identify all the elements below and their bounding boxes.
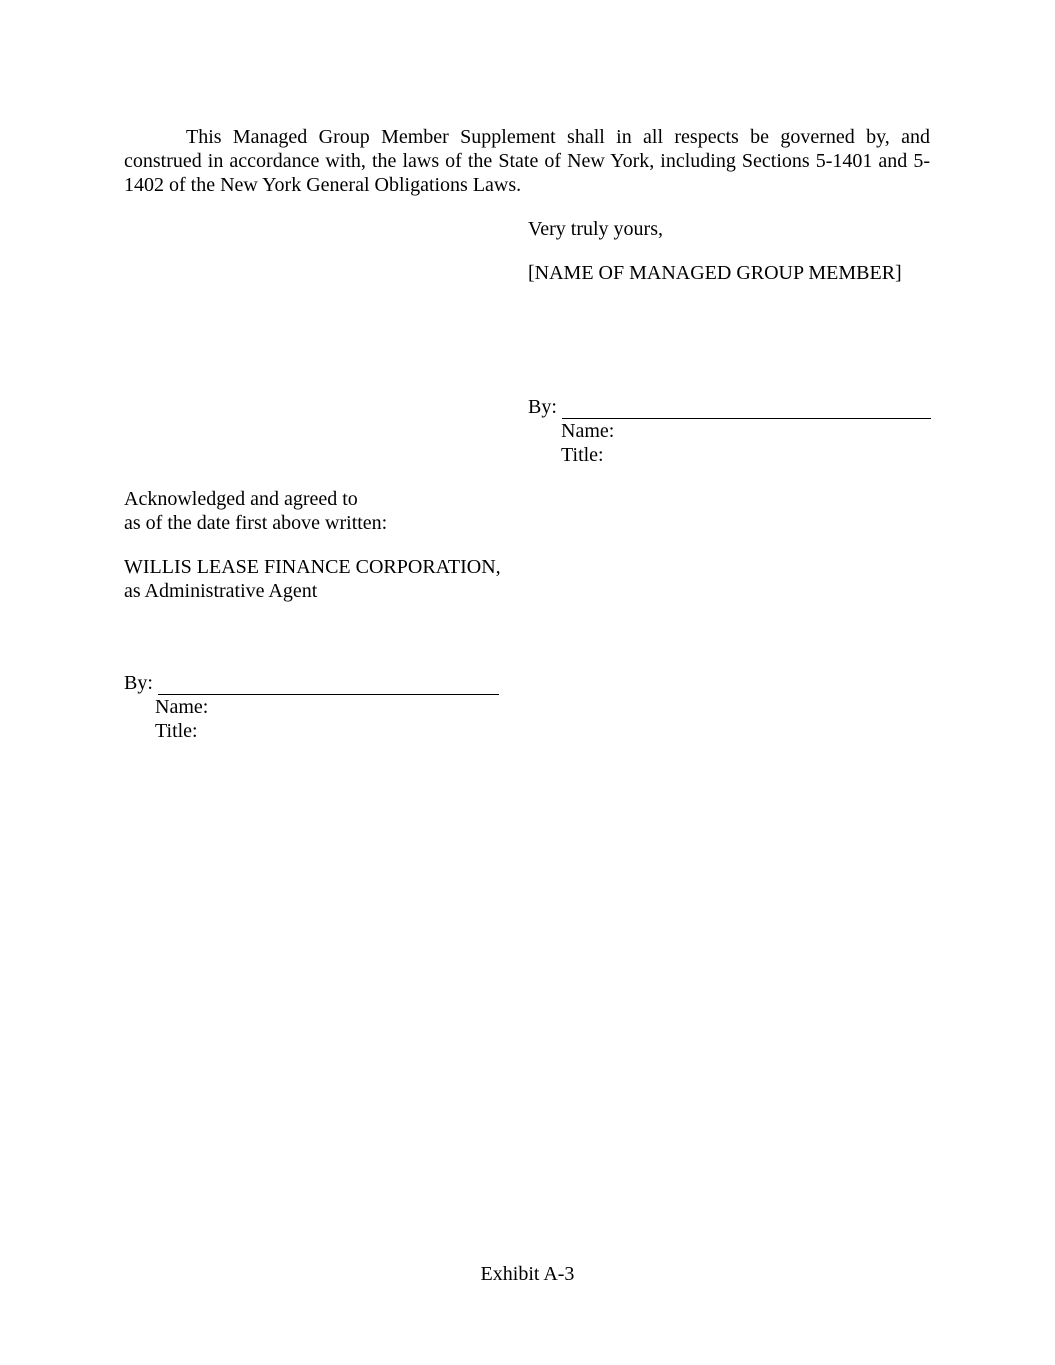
acknowledgment-line-1: Acknowledged and agreed to — [124, 488, 358, 510]
member-signature-line — [562, 398, 931, 419]
member-by-line — [528, 395, 931, 419]
agent-by-line — [124, 671, 499, 695]
closing-salutation: Very truly yours, — [528, 218, 663, 240]
member-title-label: Title: — [561, 444, 604, 466]
agent-by-label: By: — [124, 672, 153, 694]
member-name-label: Name: — [561, 420, 615, 442]
agent-name-label: Name: — [155, 696, 209, 718]
agent-title-label: Title: — [155, 720, 198, 742]
agent-signature-line — [158, 674, 499, 695]
member-by-label: By: — [528, 396, 557, 418]
exhibit-footer: Exhibit A-3 — [480, 1263, 575, 1285]
agent-role: as Administrative Agent — [124, 580, 318, 602]
governing-law-paragraph: This Managed Group Member Supplement shall in all respects be governed by, and construed in accordance with, the laws of the State of New York, including Sections 5-1401 and 5-1402 of the New York General Obligations Laws. — [124, 126, 930, 196]
agent-company-name: WILLIS LEASE FINANCE CORPORATION, — [124, 556, 501, 578]
member-name-placeholder: [NAME OF MANAGED GROUP MEMBER] — [528, 262, 902, 284]
acknowledgment-line-2: as of the date first above written: — [124, 512, 388, 534]
